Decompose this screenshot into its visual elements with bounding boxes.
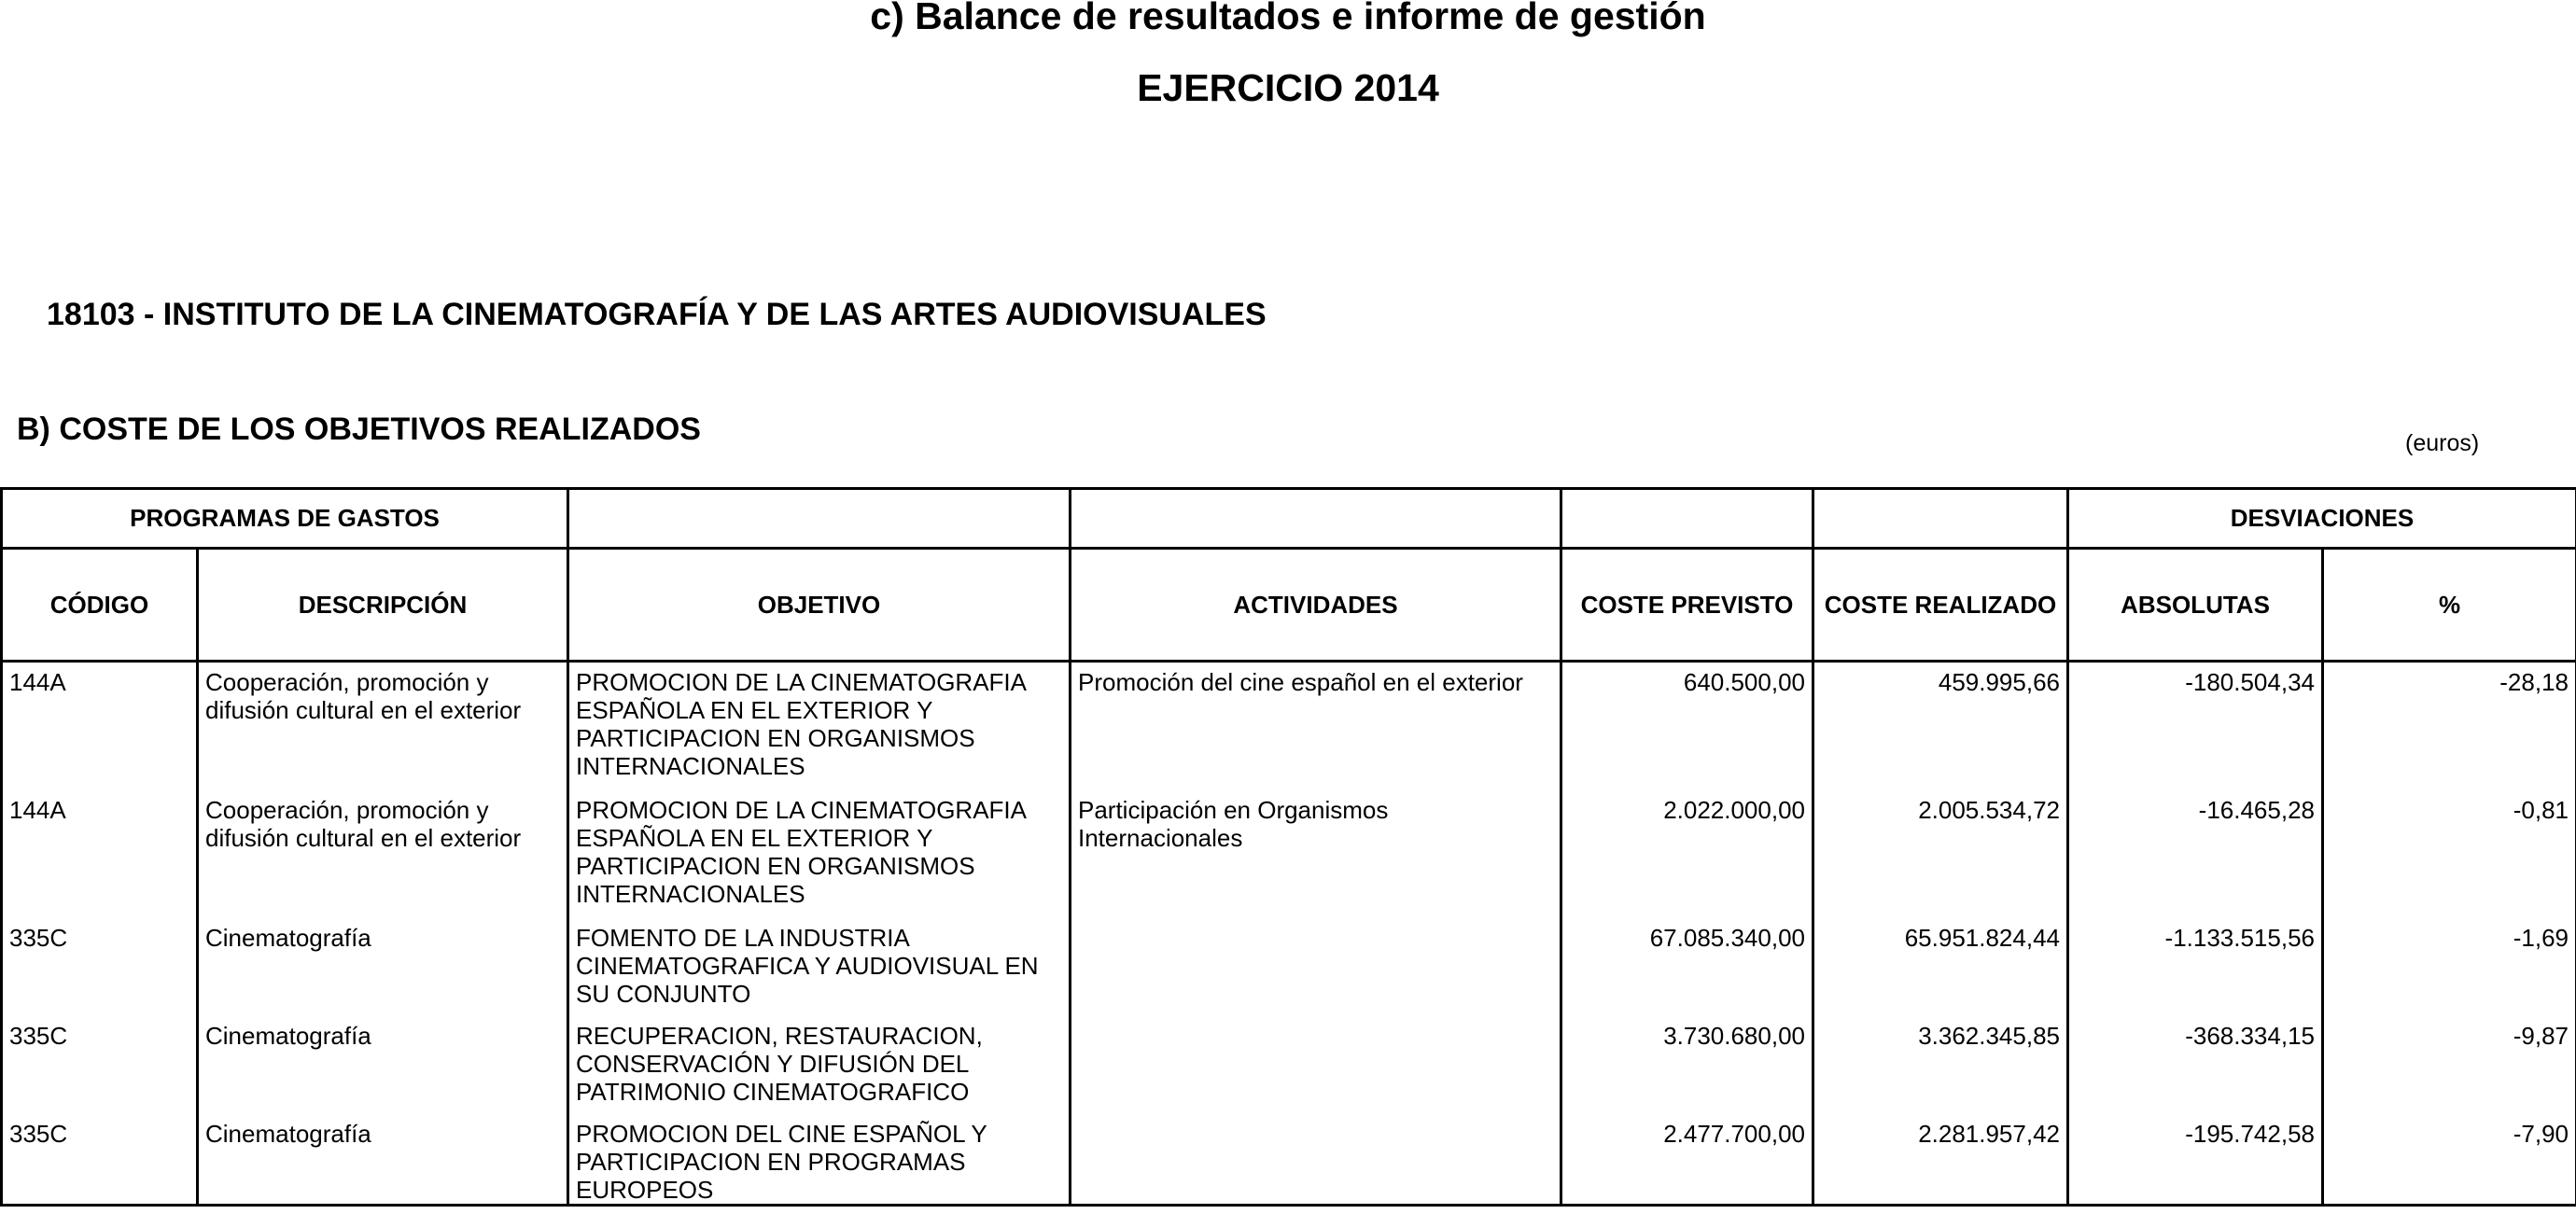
cell-percent: -7,90 — [2323, 1114, 2576, 1206]
cell-percent: -1,69 — [2323, 918, 2576, 1016]
cell-codigo: 335C — [2, 1016, 198, 1114]
cell-coste-realizado: 3.362.345,85 — [1813, 1016, 2068, 1114]
cell-coste-previsto: 2.022.000,00 — [1561, 790, 1813, 918]
cell-codigo: 144A — [2, 662, 198, 791]
table-row — [2, 662, 2576, 791]
currency-unit-label: (euros) — [2405, 430, 2480, 456]
cell-actividades — [1071, 918, 1561, 1016]
cell-objetivo: PROMOCION DE LA CINEMATOGRAFIA ESPAÑOLA EN EL EXTERIOR Y PARTICIPACION EN ORGANISMOS INTERNACIONALES — [568, 662, 1071, 791]
cell-coste-realizado: 2.005.534,72 — [1813, 790, 2068, 918]
table-row — [2, 1016, 2576, 1114]
cell-percent: -9,87 — [2323, 1016, 2576, 1114]
cell-coste-previsto: 67.085.340,00 — [1561, 918, 1813, 1016]
entity-heading: 18103 - INSTITUTO DE LA CINEMATOGRAFÍA Y DE LAS ARTES AUDIOVISUALES — [47, 297, 1267, 332]
objectives-cost-table — [0, 487, 2576, 1207]
column-header-actividades: ACTIVIDADES — [1071, 549, 1561, 662]
column-header-percent: % — [2323, 549, 2576, 662]
group-header-empty-previsto — [1561, 489, 1813, 549]
group-header-desviaciones: DESVIACIONES — [2068, 489, 2576, 549]
cell-absolutas: -195.742,58 — [2068, 1114, 2323, 1206]
cell-objetivo: PROMOCION DE LA CINEMATOGRAFIA ESPAÑOLA EN EL EXTERIOR Y PARTICIPACION EN ORGANISMOS INTERNACIONALES — [568, 790, 1071, 918]
group-header-empty-actividades — [1071, 489, 1561, 549]
cell-absolutas: -1.133.515,56 — [2068, 918, 2323, 1016]
table-row — [2, 918, 2576, 1016]
cell-absolutas: -180.504,34 — [2068, 662, 2323, 791]
table-row — [2, 790, 2576, 918]
cell-codigo: 335C — [2, 1114, 198, 1206]
cell-actividades: Participación en Organismos Internacionales — [1071, 790, 1561, 918]
column-header-descripcion: DESCRIPCIÓN — [198, 549, 568, 662]
cell-objetivo: FOMENTO DE LA INDUSTRIA CINEMATOGRAFICA Y AUDIOVISUAL EN SU CONJUNTO — [568, 918, 1071, 1016]
cell-coste-realizado: 2.281.957,42 — [1813, 1114, 2068, 1206]
cell-descripcion: Cooperación, promoción y difusión cultural en el exterior — [198, 662, 568, 791]
cell-percent: -0,81 — [2323, 790, 2576, 918]
group-header-programas: PROGRAMAS DE GASTOS — [2, 489, 568, 549]
column-header-coste-previsto: COSTE PREVISTO — [1561, 549, 1813, 662]
cell-coste-previsto: 2.477.700,00 — [1561, 1114, 1813, 1206]
cell-absolutas: -368.334,15 — [2068, 1016, 2323, 1114]
cell-descripcion: Cinematografía — [198, 1114, 568, 1206]
group-header-empty-realizado — [1813, 489, 2068, 549]
cell-objetivo: PROMOCION DEL CINE ESPAÑOL Y PARTICIPACION EN PROGRAMAS EUROPEOS — [568, 1114, 1071, 1206]
cell-coste-previsto: 3.730.680,00 — [1561, 1016, 1813, 1114]
column-header-objetivo: OBJETIVO — [568, 549, 1071, 662]
cell-percent: -28,18 — [2323, 662, 2576, 791]
document-subtitle: EJERCICIO 2014 — [1137, 66, 1439, 109]
cell-objetivo: RECUPERACION, RESTAURACION, CONSERVACIÓN Y DIFUSIÓN DEL PATRIMONIO CINEMATOGRAFICO — [568, 1016, 1071, 1114]
cell-coste-previsto: 640.500,00 — [1561, 662, 1813, 791]
cell-codigo: 335C — [2, 918, 198, 1016]
cell-actividades: Promoción del cine español en el exterior — [1071, 662, 1561, 791]
group-header-empty-objetivo — [568, 489, 1071, 549]
table-row — [2, 1114, 2576, 1206]
cell-codigo: 144A — [2, 790, 198, 918]
cell-actividades — [1071, 1016, 1561, 1114]
column-header-coste-realizado: COSTE REALIZADO — [1813, 549, 2068, 662]
document-title: c) Balance de resultados e informe de gestión — [870, 0, 1706, 37]
column-header-codigo: CÓDIGO — [2, 549, 198, 662]
section-heading: B) COSTE DE LOS OBJETIVOS REALIZADOS — [17, 412, 701, 447]
column-header-absolutas: ABSOLUTAS — [2068, 549, 2323, 662]
cell-coste-realizado: 459.995,66 — [1813, 662, 2068, 791]
cell-descripcion: Cooperación, promoción y difusión cultural en el exterior — [198, 790, 568, 918]
cell-coste-realizado: 65.951.824,44 — [1813, 918, 2068, 1016]
cell-descripcion: Cinematografía — [198, 1016, 568, 1114]
cell-descripcion: Cinematografía — [198, 918, 568, 1016]
cell-actividades — [1071, 1114, 1561, 1206]
cell-absolutas: -16.465,28 — [2068, 790, 2323, 918]
